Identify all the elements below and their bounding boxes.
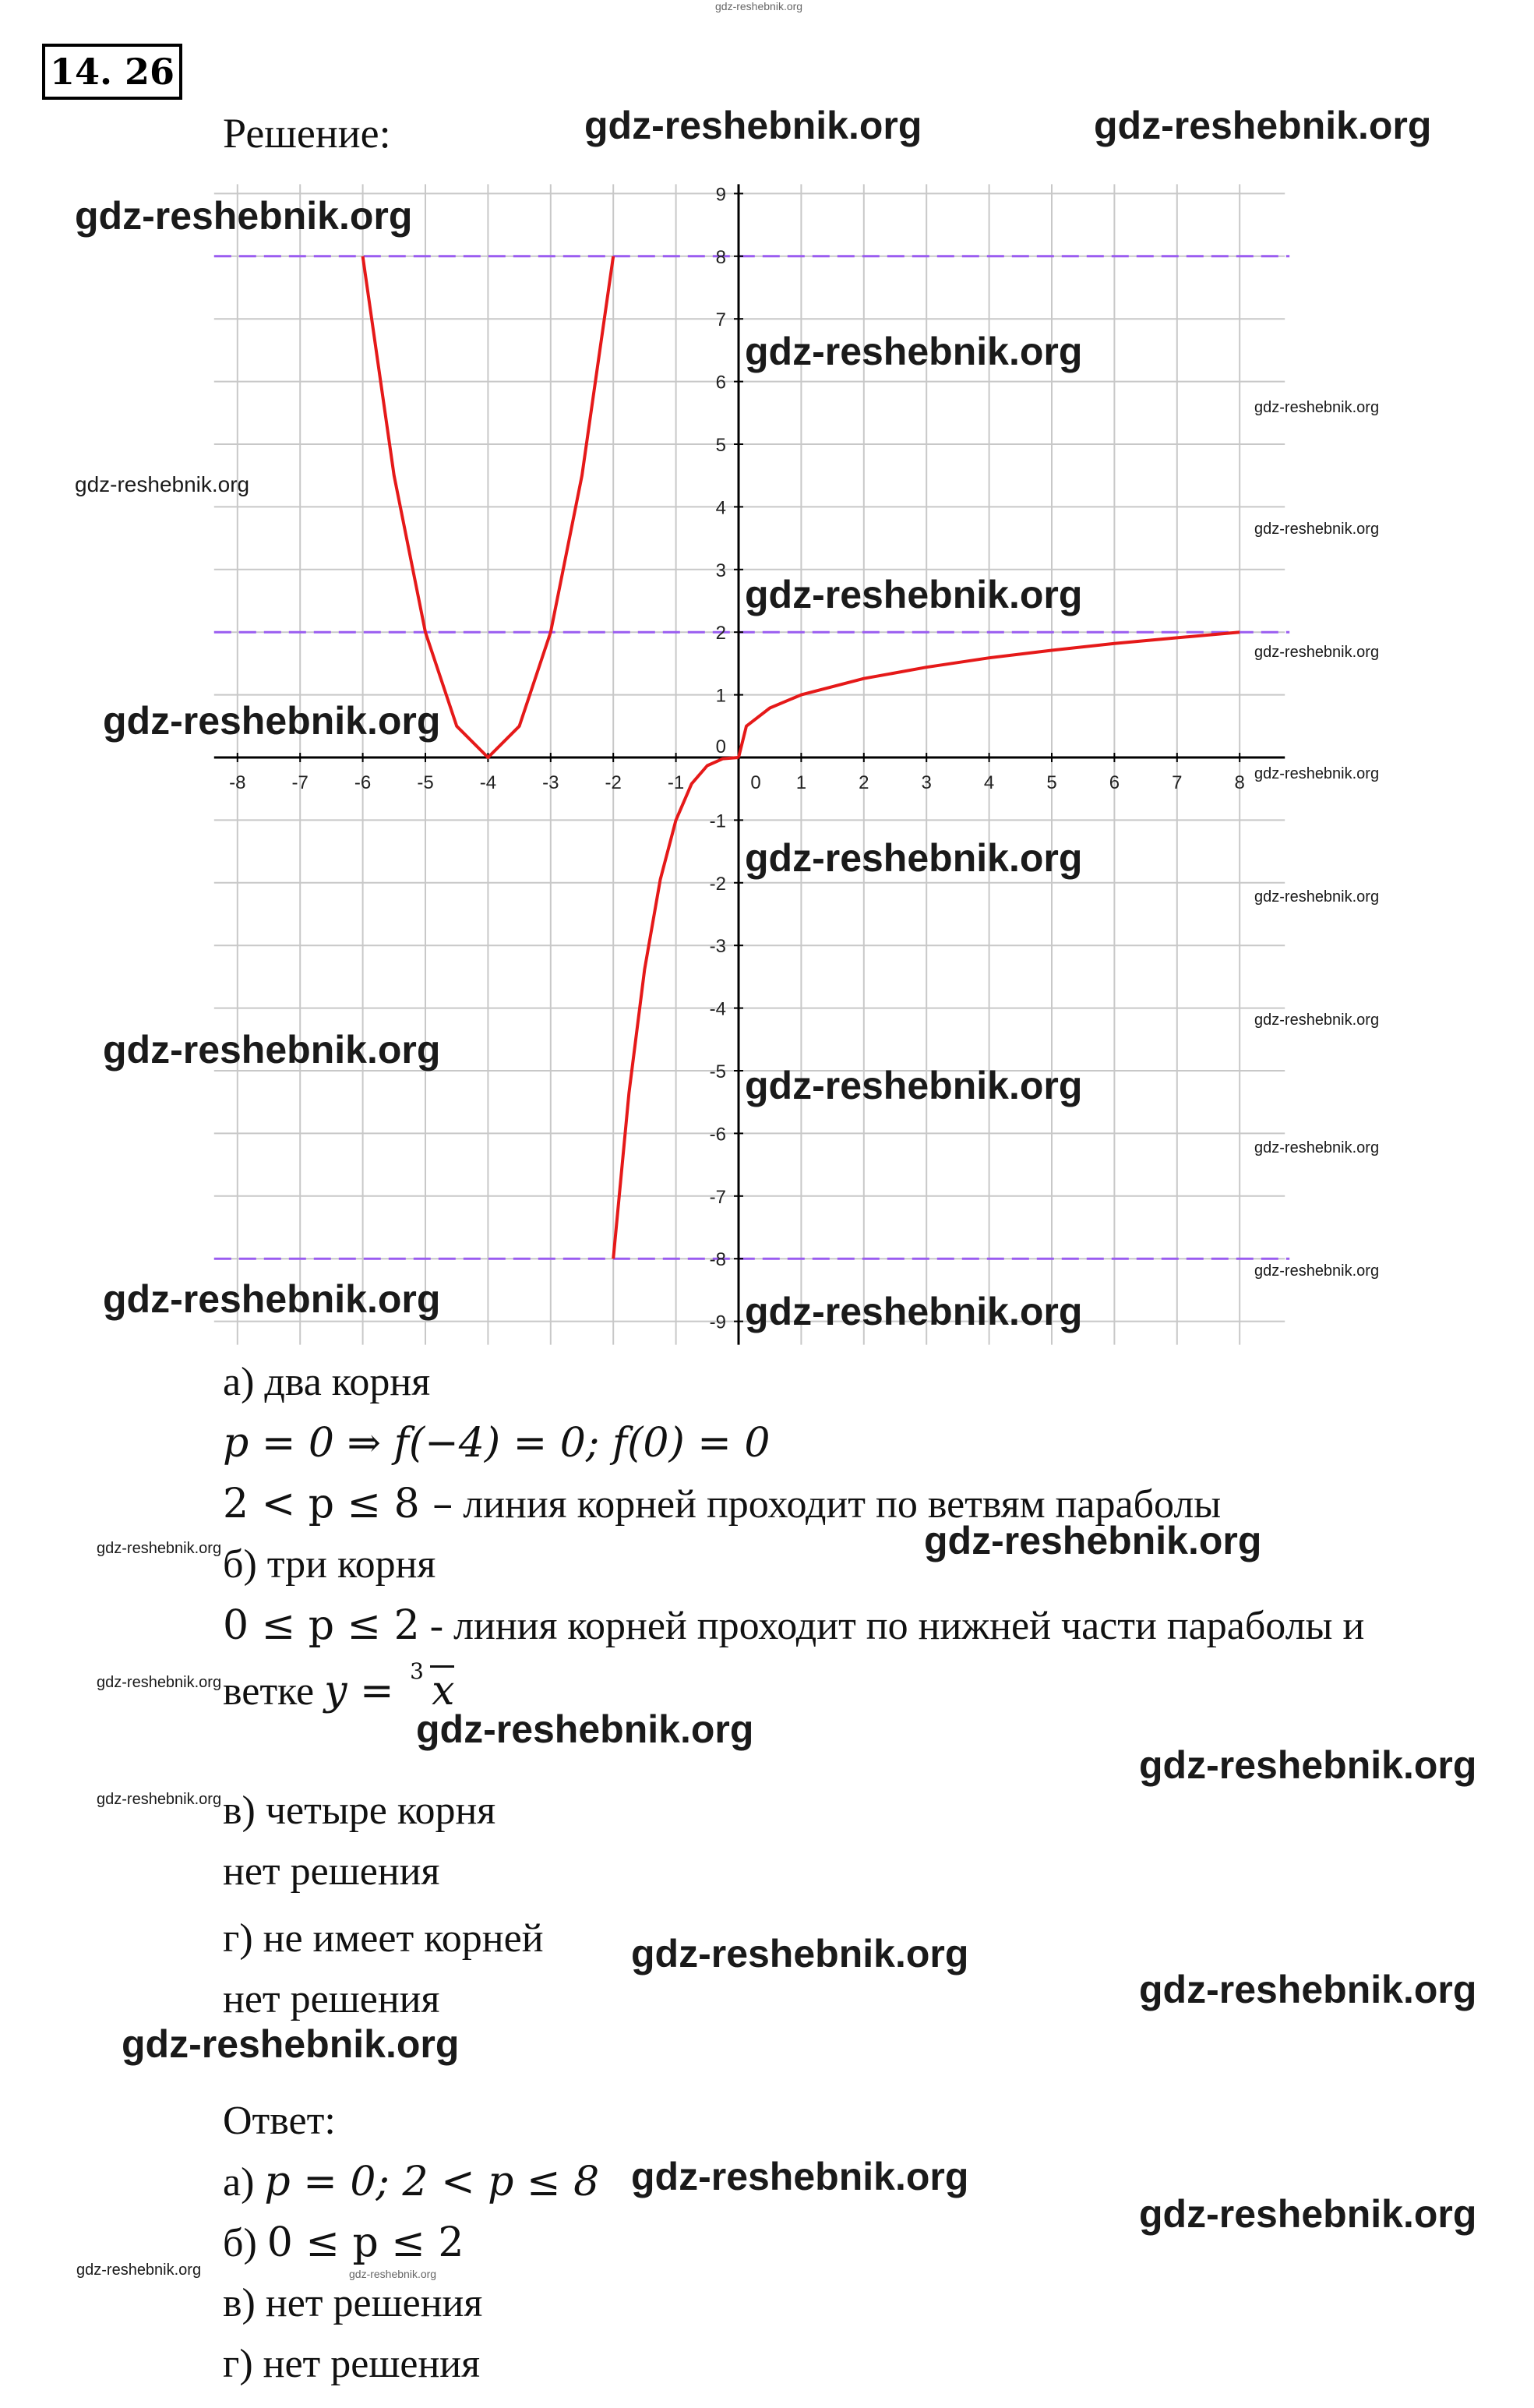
watermark: gdz-reshebnik.org bbox=[631, 1932, 969, 1975]
watermark: gdz-reshebnik.org bbox=[75, 194, 413, 238]
y-tick-label: -1 bbox=[709, 810, 726, 832]
x-tick-label: -6 bbox=[354, 772, 372, 793]
watermark: gdz-reshebnik.org bbox=[1254, 1262, 1380, 1280]
answer-a bbox=[223, 2159, 599, 2205]
watermark: gdz-reshebnik.org bbox=[1254, 521, 1380, 538]
watermark: gdz-reshebnik.org bbox=[416, 1707, 754, 1751]
watermark: gdz-reshebnik.org bbox=[924, 1519, 1262, 1562]
watermark: gdz-reshebnik.org bbox=[122, 2022, 460, 2066]
answer-a-label: а) bbox=[223, 2160, 265, 2205]
y-tick-label: 6 bbox=[715, 372, 726, 394]
watermark: gdz-reshebnik.org bbox=[1254, 1012, 1380, 1029]
watermark: gdz-reshebnik.org bbox=[745, 573, 1083, 616]
answer-b bbox=[223, 2219, 464, 2266]
answer-a-math: p = 0; 2 < p ≤ 8 bbox=[264, 2159, 600, 2205]
y-tick-label: -3 bbox=[709, 936, 726, 958]
answer-b-label: б) bbox=[223, 2221, 267, 2265]
y-tick-label: -7 bbox=[709, 1186, 726, 1208]
x-tick-label: -1 bbox=[667, 772, 685, 793]
watermark: gdz-reshebnik.org bbox=[1094, 104, 1432, 147]
watermark: gdz-reshebnik.org bbox=[97, 1791, 222, 1808]
watermark: gdz-reshebnik.org bbox=[1254, 765, 1380, 782]
watermark: gdz-reshebnik.org bbox=[715, 0, 803, 12]
y-tick-label: 5 bbox=[715, 435, 726, 456]
watermark: gdz-reshebnik.org bbox=[745, 1290, 1083, 1333]
y-tick-label: 4 bbox=[715, 497, 726, 519]
watermark: gdz-reshebnik.org bbox=[631, 2155, 969, 2198]
x-tick-label: 2 bbox=[859, 772, 869, 793]
watermark: gdz-reshebnik.org bbox=[745, 836, 1083, 880]
x-tick-label: 5 bbox=[1046, 772, 1057, 793]
watermark: gdz-reshebnik.org bbox=[97, 1540, 222, 1557]
x-tick-label: -8 bbox=[229, 772, 246, 793]
watermark: gdz-reshebnik.org bbox=[1254, 644, 1380, 661]
y-tick-label: 2 bbox=[715, 623, 726, 644]
x-tick-label: -4 bbox=[479, 772, 497, 793]
watermark: gdz-reshebnik.org bbox=[745, 330, 1083, 373]
y-tick-label: -2 bbox=[709, 873, 726, 895]
y-tick-label: -9 bbox=[709, 1312, 726, 1333]
answer-g: г) нет решения bbox=[223, 2342, 481, 2386]
watermark: gdz-reshebnik.org bbox=[1139, 2192, 1477, 2236]
part-b-heading: б) три корня bbox=[223, 1542, 436, 1587]
part-b-explanation: - линия корней проходит по нижней части параболы и bbox=[419, 1604, 1365, 1648]
watermark: gdz-reshebnik.org bbox=[1254, 1139, 1380, 1156]
watermark: gdz-reshebnik.org bbox=[103, 699, 441, 743]
x-tick-label: 6 bbox=[1109, 772, 1120, 793]
x-tick-label: -5 bbox=[417, 772, 434, 793]
x-tick-label: 4 bbox=[983, 772, 995, 793]
cube-root-index: 3 bbox=[410, 1658, 424, 1684]
problem-number: 14. 26 bbox=[42, 44, 182, 100]
watermark: gdz-reshebnik.org bbox=[76, 2261, 202, 2279]
answer-heading: Ответ: bbox=[223, 2099, 336, 2143]
watermark: gdz-reshebnik.org bbox=[1254, 888, 1380, 906]
part-g-line1: нет решения bbox=[223, 1977, 440, 2021]
part-v-line1: нет решения bbox=[223, 1849, 440, 1894]
part-a-explanation: линия корней проходит по ветвям параболы bbox=[453, 1482, 1222, 1527]
part-b-branch-math: y = bbox=[324, 1668, 407, 1714]
watermark: gdz-reshebnik.org bbox=[103, 1277, 441, 1321]
x-tick-label: 0 bbox=[750, 772, 761, 793]
y-tick-label: 1 bbox=[715, 685, 726, 707]
watermark: gdz-reshebnik.org bbox=[349, 2268, 437, 2280]
part-a-line1: p = 0 ⇒ f(−4) = 0; f(0) = 0 bbox=[223, 1420, 771, 1467]
watermark: gdz-reshebnik.org bbox=[103, 1028, 441, 1072]
y-tick-label: -4 bbox=[709, 998, 726, 1020]
x-tick-label: 3 bbox=[921, 772, 932, 793]
part-a-condition: 2 < p ≤ 8 – bbox=[223, 1481, 453, 1527]
x-tick-label: -3 bbox=[542, 772, 559, 793]
part-b-line1 bbox=[223, 1602, 1364, 1649]
part-g-heading: г) не имеет корней bbox=[223, 1916, 544, 1961]
watermark: gdz-reshebnik.org bbox=[584, 104, 922, 147]
watermark: gdz-reshebnik.org bbox=[75, 472, 250, 496]
watermark: gdz-reshebnik.org bbox=[1139, 1743, 1477, 1787]
cube-root-radicand: x bbox=[430, 1665, 454, 1714]
watermark: gdz-reshebnik.org bbox=[97, 1674, 222, 1691]
y-tick-label: 3 bbox=[715, 560, 726, 581]
y-tick-label: -5 bbox=[709, 1061, 726, 1082]
part-v-heading: в) четыре корня bbox=[223, 1788, 496, 1833]
y-tick-label: 7 bbox=[715, 309, 726, 331]
solution-heading: Решение: bbox=[223, 110, 391, 157]
part-b-branch-text: ветке bbox=[223, 1669, 325, 1714]
y-tick-label: -6 bbox=[709, 1124, 726, 1146]
x-tick-label: 1 bbox=[795, 772, 807, 793]
x-tick-label: 7 bbox=[1172, 772, 1183, 793]
y-tick-label: 8 bbox=[715, 246, 726, 268]
x-tick-label: 8 bbox=[1234, 772, 1245, 793]
answer-v: в) нет решения bbox=[223, 2281, 483, 2325]
part-b-condition: 0 ≤ p ≤ 2 bbox=[223, 1602, 420, 1649]
x-tick-label: -2 bbox=[605, 772, 622, 793]
y-tick-label: 9 bbox=[715, 184, 726, 206]
y-tick-label: 0 bbox=[715, 736, 726, 757]
watermark: gdz-reshebnik.org bbox=[1254, 399, 1380, 416]
part-a-heading: а) два корня bbox=[223, 1360, 431, 1404]
y-tick-label: -8 bbox=[709, 1249, 726, 1271]
x-tick-label: -7 bbox=[291, 772, 309, 793]
watermark: gdz-reshebnik.org bbox=[1139, 1968, 1477, 2011]
watermark: gdz-reshebnik.org bbox=[745, 1064, 1083, 1107]
answer-b-math: 0 ≤ p ≤ 2 bbox=[266, 2219, 464, 2266]
